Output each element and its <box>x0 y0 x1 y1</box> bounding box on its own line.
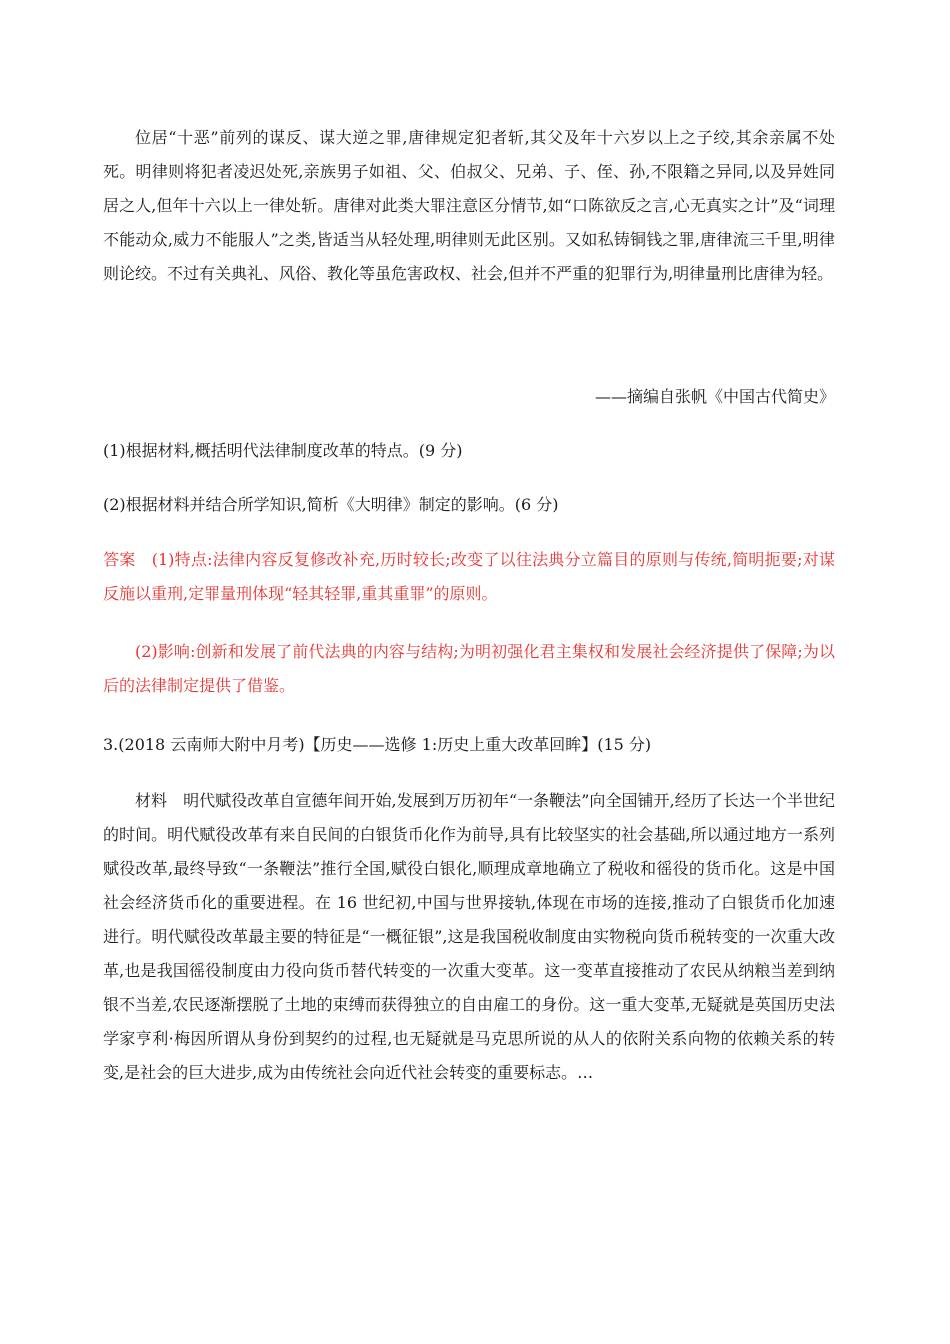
answer-part-1: 答案 (1)特点:法律内容反复修改补充,历时较长;改变了以往法典分立篇目的原则与传统,简明扼要;对谋反施以重刑,定罪量刑体现“轻其轻罪,重其重罪”的原则。 <box>103 550 835 603</box>
question-1: (1)根据材料,概括明代法律制度改革的特点。(9 分) <box>103 441 463 460</box>
answer-part-2: (2)影响:创新和发展了前代法典的内容与结构;为明初强化君主集权和发展社会经济提供了保障;为以后的法律制定提供了借鉴。 <box>103 642 835 695</box>
source-citation: ——摘编自张帆《中国古代简史》 <box>594 387 835 406</box>
material-passage-ming-tax-reform: 材料 明代赋役改革自宣德年间开始,发展到万历初年“一条鞭法”向全国铺开,经历了长达一个半世纪的时间。明代赋役改革有来自民间的白银货币化作为前导,具有比较坚实的社会基础,所以通过地方一系列赋役改革,最终导致“一条鞭法”推行全国,赋役白银化,顺理成章地确立了税收和徭役的货币化。这是中国社会经济货币化的重要进程。在 16 世纪初,中国与世界接轨,体现在市场的连接,推动了白银货币化加速进行。明代赋役改革最主要的特征是“一概征银”,这是我国税收制度由实物税向货币税转变的一次重大改革,也是我国徭役制度由力役向货币替代转变的一次重大变革。这一变革直接推动了农民从纳粮当差到纳银不当差,农民逐渐摆脱了土地的束缚而获得独立的自由雇工的身份。这一重大变革,无疑就是英国历史法学家亨利·梅因所谓从身份到契约的过程,也无疑就是马克思所说的从人的依附关系向物的依赖关系的转变,是社会的巨大进步,成为由传统社会向近代社会转变的重要标志。… <box>103 791 835 1082</box>
question-2: (2)根据材料并结合所学知识,简析《大明律》制定的影响。(6 分) <box>103 495 559 514</box>
material-passage-tang-ming-law: 位居“十恶”前列的谋反、谋大逆之罪,唐律规定犯者斩,其父及年十六岁以上之子绞,其余亲属不处死。明律则将犯者凌迟处死,亲族男子如祖、父、伯叔父、兄弟、子、侄、孙,不限籍之异同,以及异姓同居之人,但年十六以上一律处斩。唐律对此类大罪注意区分情节,如“口陈欲反之言,心无真实之计”及“词理不能动众,威力不能服人”之类,皆适当从轻处理,明律则无此区别。又如私铸铜钱之罪,唐律流三千里,明律则论绞。不过有关典礼、风俗、教化等虽危害政权、社会,但并不严重的犯罪行为,明律量刑比唐律为轻。 <box>103 128 835 283</box>
question-3-heading: 3.(2018 云南师大附中月考)【历史——选修 1:历史上重大改革回眸】(15 分) <box>103 735 652 754</box>
